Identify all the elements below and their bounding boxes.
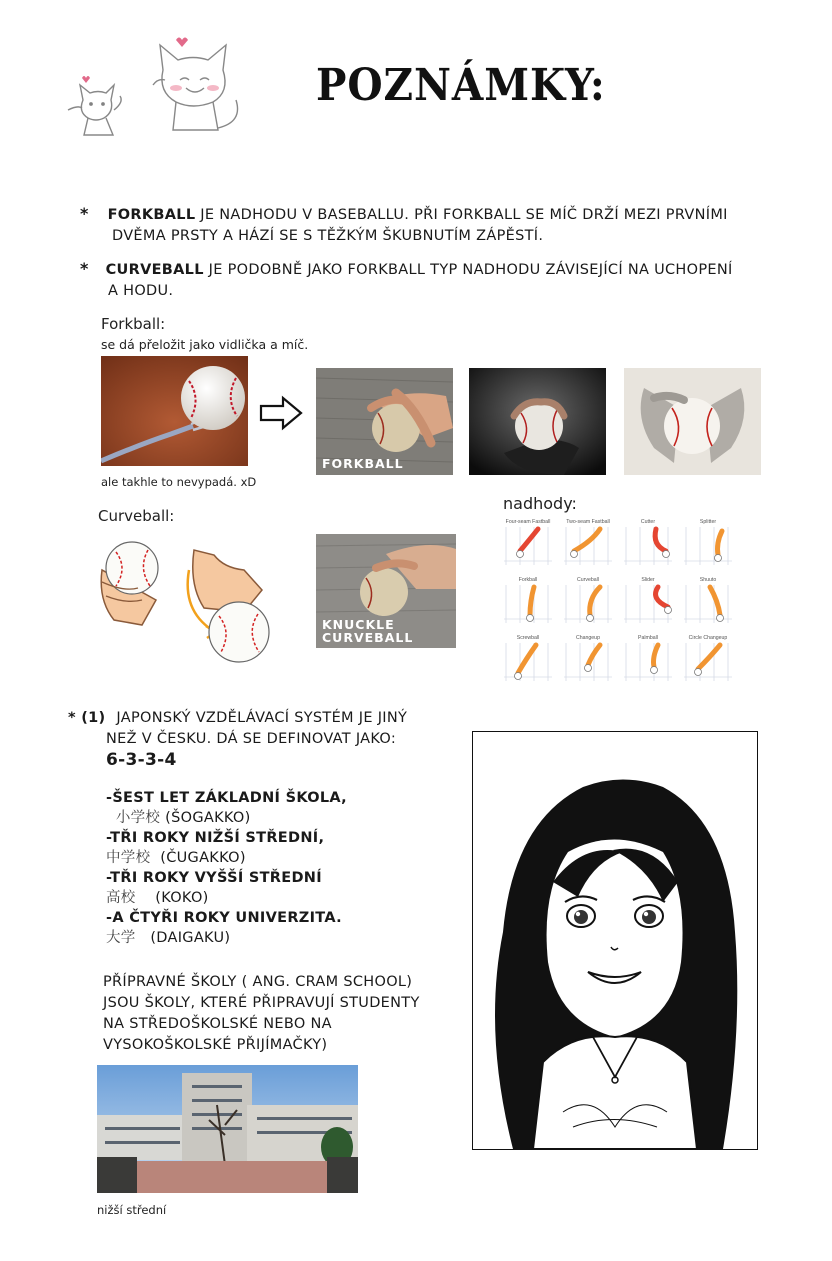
school-level-reading: (KOKO): [155, 890, 209, 906]
pitch-ball: [515, 673, 522, 680]
pitch-trail: [698, 645, 720, 669]
hands-holding-ball-photo: [624, 368, 761, 475]
forkball-sublabel: se dá přeložit jako vidlička a míč.: [101, 337, 309, 352]
school-caption: nižší střední: [97, 1203, 167, 1217]
pitch-cell: [504, 577, 552, 623]
pitch-ball: [571, 551, 578, 558]
pitch-trail: [574, 529, 600, 551]
pitch-cell-label: Forkball: [518, 577, 538, 583]
school-level-kanji: 大学: [106, 930, 136, 946]
pitch-cell-label: Cutter: [640, 519, 656, 525]
pitch-cell-label: Shuuto: [699, 577, 717, 583]
note-line: JE PODOBNĚ JAKO FORKBALL TYP NADHODU ZÁVISEJÍCÍ NA UCHOPENÍ: [203, 262, 733, 278]
school-formula: 6-3-3-4: [106, 750, 177, 770]
school-note: [68, 708, 468, 771]
manga-girl-illustration: [472, 731, 758, 1150]
bullet-marker: *: [80, 204, 89, 223]
knuckle-curveball-photo-label: [322, 618, 413, 644]
school-note-marker: * (1): [68, 710, 106, 726]
pitch-cell-label: Two-seam Fastball: [566, 519, 610, 525]
pitch-trail: [518, 645, 536, 673]
note-forkball: [80, 203, 760, 247]
school-level-kanji: 小学校: [115, 810, 161, 826]
pitch-cell: [564, 635, 612, 681]
school-level-kanji: 高校: [106, 890, 136, 906]
pitch-cell-label: Splitter: [699, 519, 717, 525]
pitch-trail: [710, 587, 720, 615]
school-intro-1: JAPONSKÝ VZDĚLÁVACÍ SYSTÉM JE JINÝ: [116, 710, 408, 726]
pitch-cell: [684, 635, 732, 681]
school-levels-list: [106, 788, 466, 948]
pitch-ball: [663, 551, 670, 558]
pitch-ball: [585, 665, 592, 672]
forkball-grip-photo: [316, 368, 453, 475]
school-level-reading: (ŠOGAKKO): [165, 810, 251, 826]
curveball-label: Curveball:: [98, 507, 175, 525]
knuckle-curveball-photo: [316, 534, 456, 648]
note-line: A HODU.: [108, 283, 174, 299]
pitch-trail: [656, 587, 668, 607]
pitches-label: nadhody:: [503, 494, 577, 513]
pitch-ball: [665, 607, 672, 614]
pitch-ball: [527, 615, 534, 622]
dark-grip-photo: [469, 368, 606, 475]
curveball-hands-illustration: [94, 530, 274, 665]
note-curveball: [80, 258, 780, 302]
pitch-cell-label: Changeup: [576, 635, 600, 641]
forkball-photo-label: FORKBALL: [322, 456, 404, 471]
school-level-kanji-row: [106, 848, 466, 868]
school-level-kanji-row: [106, 928, 466, 948]
pitch-ball: [717, 615, 724, 622]
pitch-cell: [624, 577, 672, 623]
pitch-cell: [564, 577, 612, 623]
forkball-label: Forkball:: [101, 315, 166, 333]
pitch-cell: [504, 519, 552, 565]
school-level-text: -A ČTYŘI ROKY UNIVERZITA.: [106, 910, 342, 926]
note-line: JE NADHODU V BASEBALLU. PŘI FORKBALL SE MÍČ DRŽÍ MEZI PRVNÍMI: [195, 207, 728, 223]
pitch-cell-label: Circle Changeup: [688, 635, 728, 641]
pitch-trail: [520, 529, 538, 551]
pitch-cell-label: Four-seam Fastball: [505, 519, 551, 525]
school-level-kanji-row: [106, 808, 466, 828]
note-term: CURVEBALL: [105, 262, 204, 278]
pitch-cell-label: Curveball: [577, 577, 599, 583]
school-level-text: -ŠEST LET ZÁKLADNÍ ŠKOLA,: [106, 790, 347, 806]
prep-line: PŘÍPRAVNÉ ŠKOLY ( ANG. CRAM SCHOOL): [103, 974, 413, 990]
pitch-cell: [684, 519, 732, 565]
pitch-trail: [655, 529, 666, 551]
pitch-trail: [654, 645, 659, 667]
pitch-ball: [517, 551, 524, 558]
pitch-cell: [624, 635, 672, 681]
prep-school-note: [103, 972, 463, 1056]
school-level-reading: (ČUGAKKO): [160, 850, 246, 866]
school-level-text: -TŘI ROKY VYŠŠÍ STŘEDNÍ: [106, 870, 322, 886]
note-line: DVĚMA PRSTY A HÁZÍ SE S TĚŽKÝM ŠKUBNUTÍM ZÁPĚSTÍ.: [112, 228, 544, 244]
fork-and-ball-photo: [101, 356, 248, 466]
pitches-grid: [500, 515, 740, 690]
pitch-cell: [624, 519, 672, 565]
photo-label-line-1: KNUCKLE: [322, 617, 395, 632]
pitch-trail: [590, 587, 600, 615]
note-term: FORKBALL: [107, 207, 196, 223]
prep-line: VYSOKOŠKOLSKÉ PŘIJÍMAČKY): [103, 1037, 328, 1053]
photo-label-line-2: CURVEBALL: [322, 630, 414, 645]
pitch-cell-label: Slider: [641, 577, 655, 583]
pitch-cell: [564, 519, 612, 565]
school-intro-2: NEŽ V ČESKU. DÁ SE DEFINOVAT JAKO:: [106, 731, 397, 747]
school-level-text: -TŘI ROKY NIŽŠÍ STŘEDNÍ,: [106, 830, 325, 846]
pitch-ball: [651, 667, 658, 674]
school-level-reading: (DAIGAKU): [150, 930, 231, 946]
forkball-caption: ale takhle to nevypadá. xD: [101, 475, 257, 489]
pitch-ball: [695, 669, 702, 676]
page-title: POZNÁMKY:: [316, 60, 606, 111]
pitch-ball: [715, 555, 722, 562]
pitch-cell-label: Palmball: [638, 635, 658, 641]
pitch-ball: [587, 615, 594, 622]
pitch-cell-label: Screwball: [516, 635, 540, 641]
school-level-kanji: 中学校: [106, 850, 151, 866]
school-level-kanji-row: [106, 888, 466, 908]
prep-line: JSOU ŠKOLY, KTERÉ PŘIPRAVUJÍ STUDENTY: [103, 995, 420, 1011]
arrow-right-icon: [259, 395, 304, 431]
cat-doodles-illustration: [58, 30, 258, 150]
pitch-trail: [530, 587, 534, 615]
pitch-cell: [504, 635, 552, 681]
bullet-marker: *: [80, 259, 89, 278]
school-building-photo: [97, 1065, 358, 1193]
pitch-trail: [718, 531, 723, 555]
pitch-cell: [684, 577, 732, 623]
prep-line: NA STŘEDOŠKOLSKÉ NEBO NA: [103, 1016, 332, 1032]
